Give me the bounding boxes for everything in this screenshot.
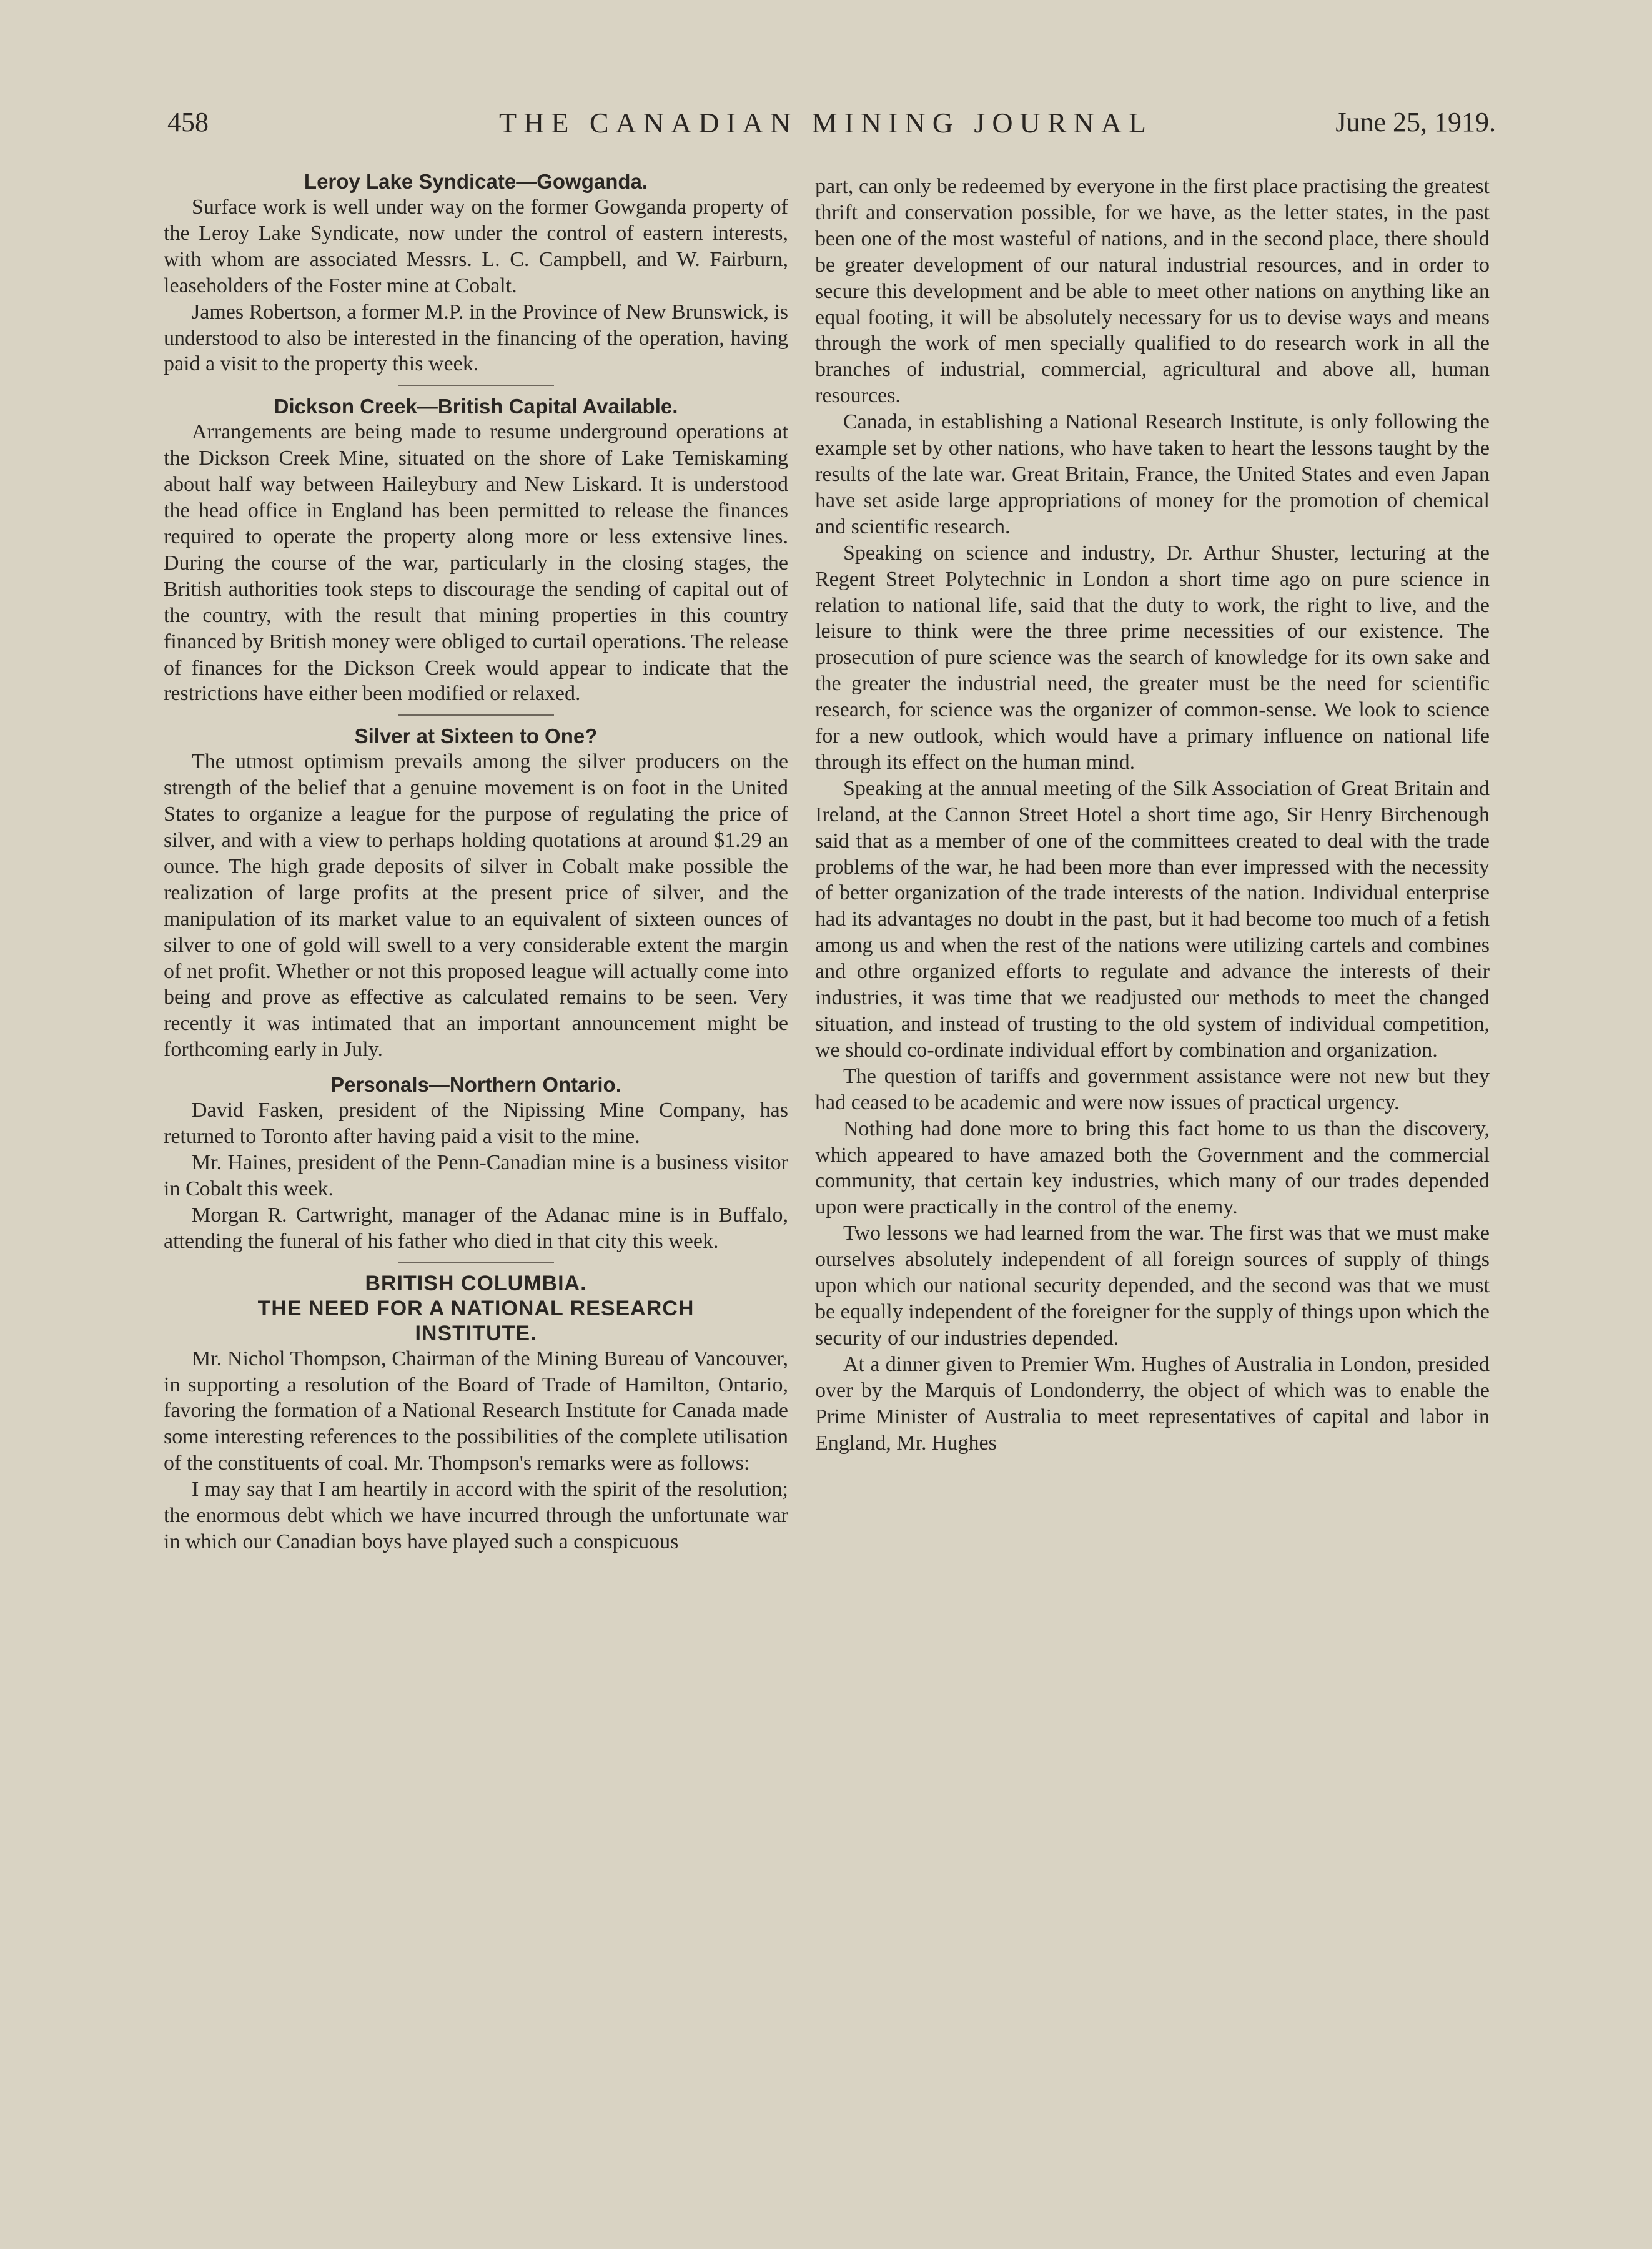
paragraph: Mr. Haines, president of the Penn-Canadian mine is a business visitor in Cobalt this week. — [164, 1151, 788, 1200]
paragraph: Canada, in establishing a National Research Institute, is only following the example set by other nations, who have taken to heart the lessons taught by the results of the late war. Great Britain, France, the United States and even Japan have set aside large appropriations of money for the promotion of chemical and scientific research. — [815, 410, 1490, 538]
paragraph: Nothing had done more to bring this fact home to us than the discovery, which appeared to have amazed both the Government and the commercial community, that certain key industries, which many of our trades depended upon were practically in the control of the enemy. — [815, 1117, 1490, 1219]
section-divider — [398, 385, 554, 386]
article-heading-personals: Personals—Northern Ontario. — [330, 1073, 621, 1097]
running-head — [0, 106, 1652, 156]
paragraph: Two lessons we had learned from the war. The first was that we must make ourselves absolutely independent of all foreign sources of supply of things upon which our national security depended, and the second was that we must be equally independent of the foreigner for the supply of things upon which the security of our industries depended. — [815, 1222, 1490, 1350]
article-heading-dickson: Dickson Creek—British Capital Available. — [274, 395, 678, 418]
paragraph: James Robertson, a former M.P. in the Province of New Brunswick, is understood to also be interested in the financing of the operation, having paid a visit to the property this week. — [164, 300, 788, 376]
paragraph: Mr. Nichol Thompson, Chairman of the Mining Bureau of Vancouver, in supporting a resolution of the Board of Trade of Hamilton, Ontario, favoring the formation of a National Research Institute for Canada made some interesting references to the possibilities of the complete utilisation of the constituents of coal. Mr. Thompson's remarks were as follows: — [164, 1347, 788, 1475]
issue-date: June 25, 1919. — [1335, 107, 1496, 137]
heading-line: BRITISH COLUMBIA. — [365, 1271, 587, 1295]
paragraph: The question of tariffs and government assistance were not new but they had ceased to be academic and were now issues of practical urgency. — [815, 1064, 1490, 1114]
article-heading-bc — [164, 1271, 788, 1346]
heading-line: INSTITUTE. — [415, 1321, 537, 1345]
section-divider — [398, 1262, 554, 1263]
paragraph: I may say that I am heartily in accord with the spirit of the resolution; the enormous debt which we have incurred through the unfortunate war in which our Canadian boys have played such a conspicuous — [164, 1478, 788, 1553]
page-number: 458 — [167, 107, 209, 137]
paragraph: Speaking on science and industry, Dr. Arthur Shuster, lecturing at the Regent Street Polytechnic in London a short time ago on pure science in relation to national life, said that the duty to work, the right to live, and the leisure to think were the three prime necessities of our existence. The prosecution of pure science was the search of knowledge for its own sake and the greater the industrial need, the greater must be the need for scientific research, for science was the organizer of common-sense. We look to science for a new outlook, which would have a primary influence on national life through its effect on the human mind. — [815, 541, 1490, 774]
paragraph: Arrangements are being made to resume underground operations at the Dickson Creek Mine, situated on the shore of Lake Temiskaming about half way between Haileybury and New Liskard. It is understood the head office in England has been permitted to release the finances required to operate the property along more or less extensive lines. During the course of the war, particularly in the closing stages, the British authorities took steps to discourage the sending of capital out of the country, with the result that mining properties in this country financed by British money were obliged to curtail operations. The release of finances for the Dickson Creek would appear to indicate that the restrictions have either been modified or relaxed. — [164, 420, 788, 706]
paragraph: At a dinner given to Premier Wm. Hughes of Australia in London, presided over by the Marquis of Londonderry, the object of which was to enable the Prime Minister of Australia to meet representatives of capital and labor in England, Mr. Hughes — [815, 1352, 1490, 1455]
paragraph: The utmost optimism prevails among the silver producers on the strength of the belief that a genuine movement is on foot in the United States to organize a league for the purpose of regulating the price of silver, and with a view to perhaps holding quotations at around $1.29 an ounce. The high grade deposits of silver in Cobalt make possible the realization of large profits at the present price of silver, and the manipulation of its market value to an equivalent of sixteen ounces of silver to one of gold will swell to a very considerable extent the margin of net profit. Whether or not this proposed league will actually come into being and prove as effective as calculated remains to be seen. Very recently it was intimated that an important announcement might be forthcoming early in July. — [164, 750, 788, 1062]
paragraph: David Fasken, president of the Nipissing Mine Company, has returned to Toronto after having paid a visit to the mine. — [164, 1099, 788, 1149]
right-column — [815, 174, 1490, 1456]
article-heading-silver: Silver at Sixteen to One? — [354, 724, 598, 748]
left-column — [164, 169, 788, 1555]
paragraph: Speaking at the annual meeting of the Silk Association of Great Britain and Ireland, at the Cannon Street Hotel a short time ago, Sir Henry Birchenough said that as a member of one of the committees created to deal with the trade problems of the war, he had been more than ever impressed with the necessity of better organization of the trade interests of the nation. Individual enterprise had its advantages no doubt in the past, but it had become too much of a fetish among us and when the rest of the nations were utilizing cartels and combines and othre organized efforts to regulate and advance the interests of their industries, it was time that we readjusted our methods to meet the changed situation, and instead of trusting to the old system of individual competition, we should co-ordinate individual effort by combination and organization. — [815, 776, 1490, 1062]
paragraph: Surface work is well under way on the former Gowganda property of the Leroy Lake Syndicate, now under the control of eastern interests, with whom are associated Messrs. L. C. Campbell, and W. Fairburn, leaseholders of the Foster mine at Cobalt. — [164, 195, 788, 297]
section-divider — [398, 714, 554, 716]
journal-title: THE CANADIAN MINING JOURNAL — [499, 107, 1153, 139]
heading-line: THE NEED FOR A NATIONAL RESEARCH — [257, 1296, 695, 1320]
article-heading-leroy: Leroy Lake Syndicate—Gowganda. — [304, 170, 648, 193]
paragraph: Morgan R. Cartwright, manager of the Adanac mine is in Buffalo, attending the funeral of his father who died in that city this week. — [164, 1203, 788, 1253]
paragraph: part, can only be redeemed by everyone in the first place practising the greatest thrift and conservation possible, for we have, as the letter states, in the past been one of the most wasteful of nations, and in the second place, there should be greater development of our natural industrial resources, and in order to secure this development and be able to meet other nations on anything like an equal footing, it will be absolutely necessary for us to devise ways and means through the work of men specially qualified to do research work in all the branches of industrial, commercial, agricultural and above all, human resources. — [815, 175, 1490, 408]
